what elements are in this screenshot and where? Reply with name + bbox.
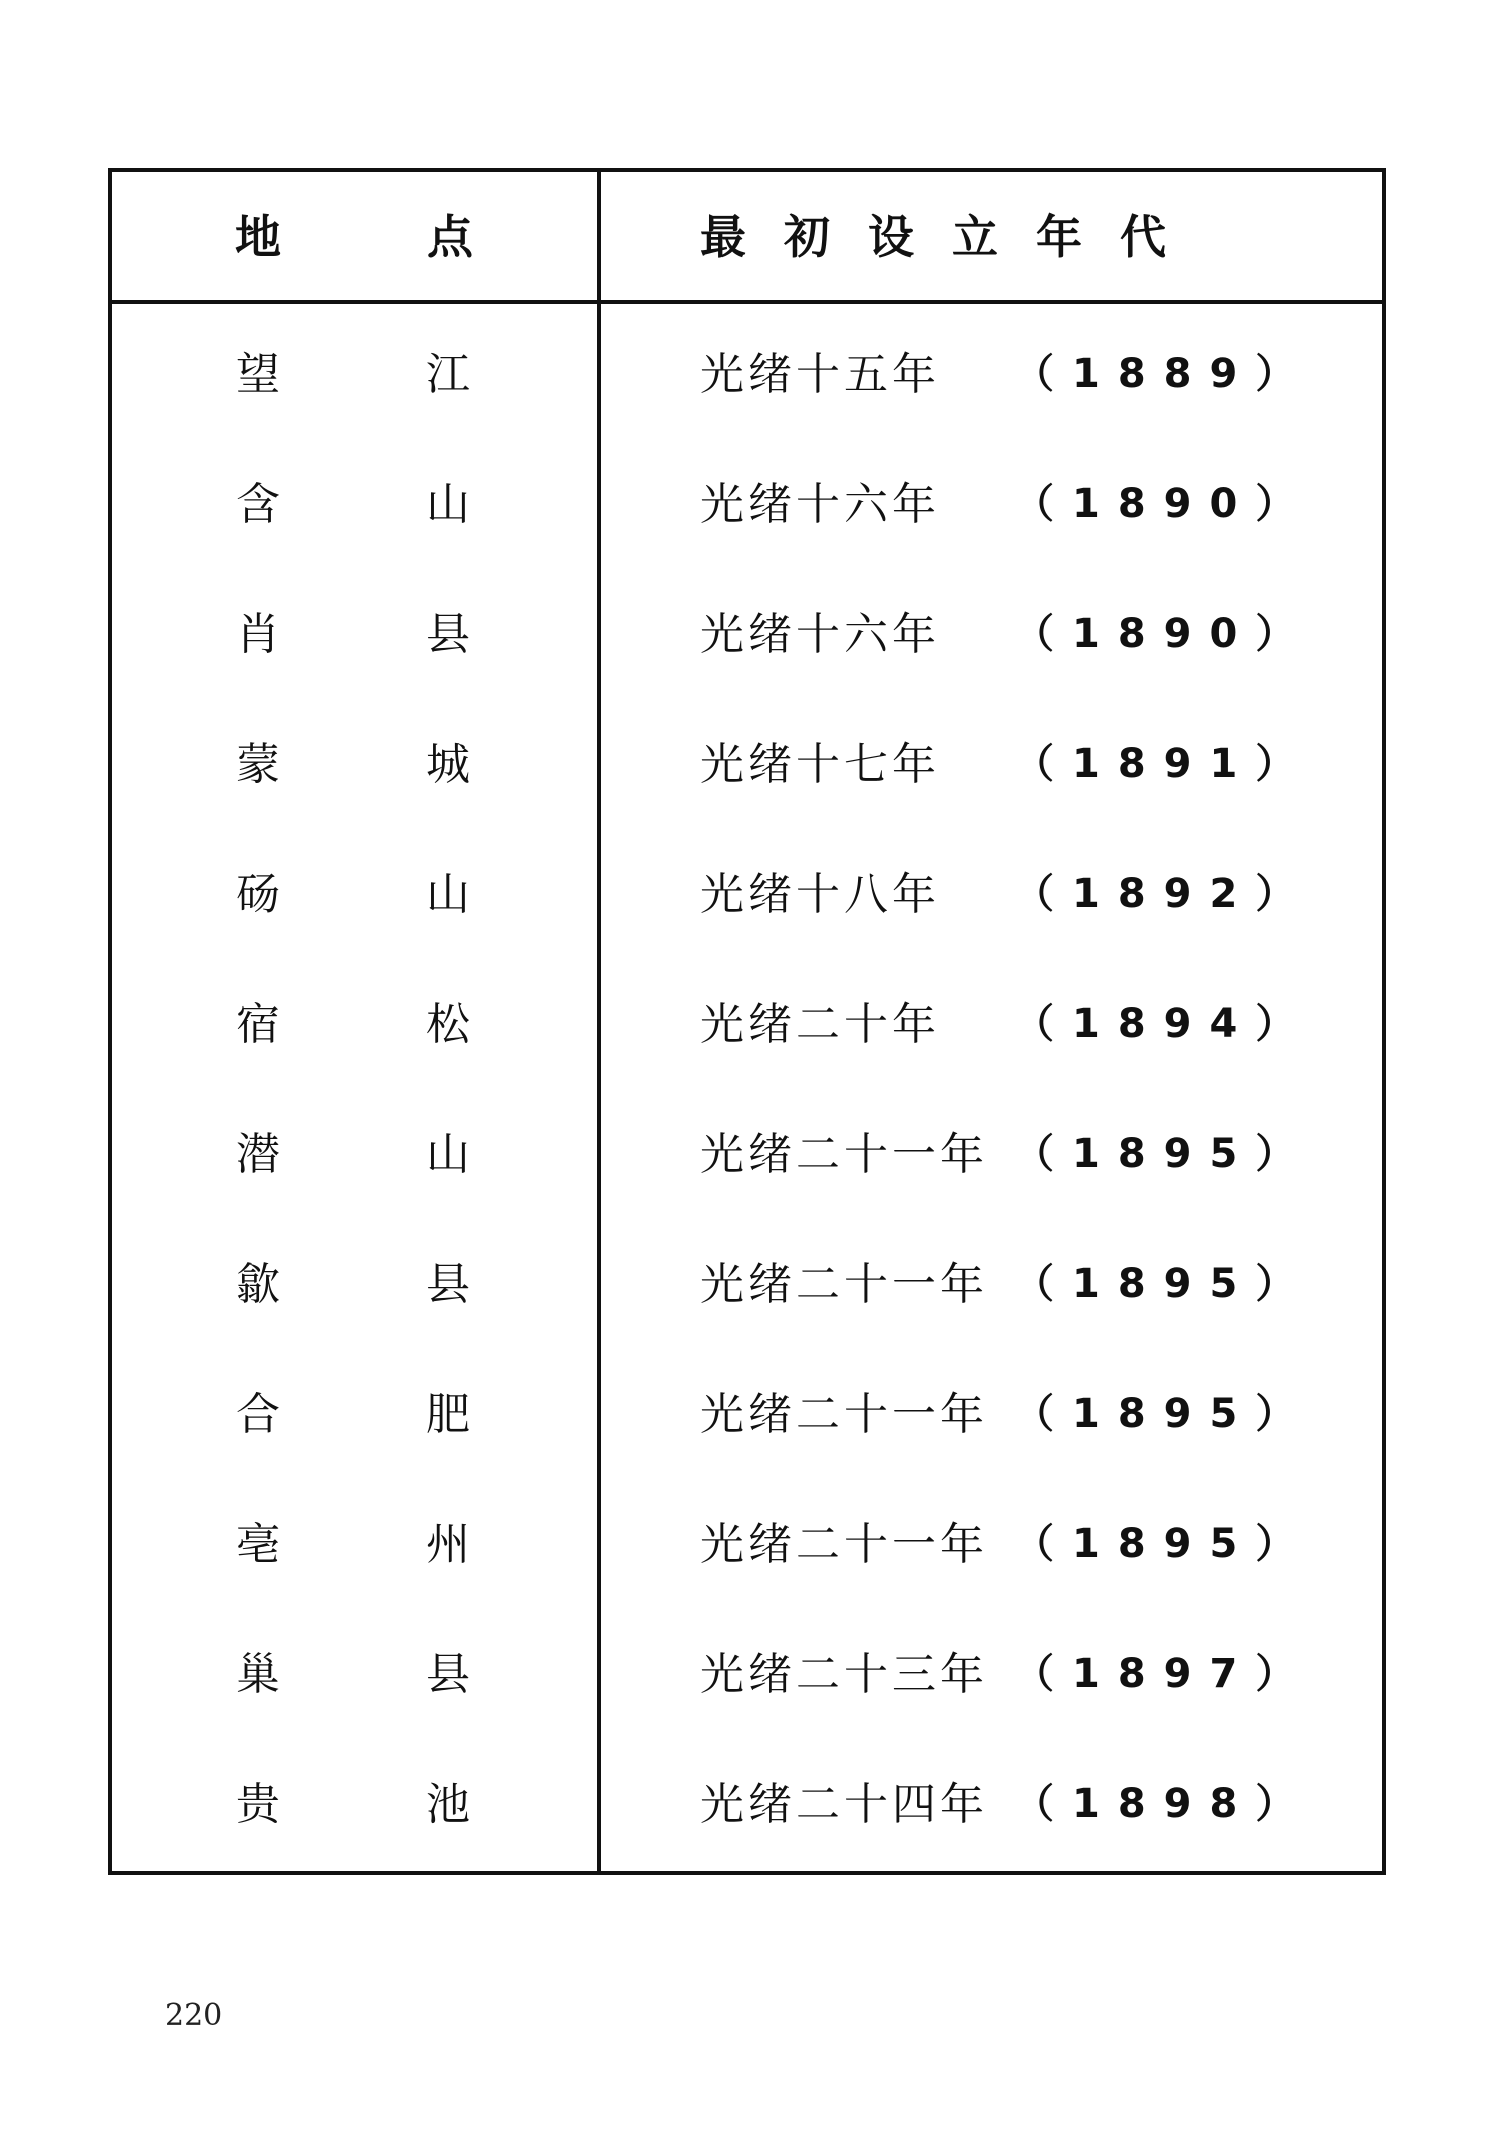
header-location-char-1: 地 bbox=[235, 210, 281, 264]
table-row bbox=[108, 1734, 1386, 1866]
location-char-2: 松 bbox=[426, 999, 470, 1050]
era-name: 光绪二十年 bbox=[700, 999, 940, 1050]
era-name: 光绪二十一年 bbox=[700, 1129, 988, 1180]
location-char-1: 贵 bbox=[236, 1779, 280, 1830]
table-row bbox=[108, 1344, 1386, 1476]
table-row bbox=[108, 1214, 1386, 1346]
table-row bbox=[108, 824, 1386, 956]
table-row bbox=[108, 564, 1386, 696]
era-name: 光绪十八年 bbox=[700, 869, 940, 920]
page-number: 220 bbox=[165, 1998, 223, 2033]
location-char-2: 肥 bbox=[426, 1389, 470, 1440]
year-value: （1898） bbox=[1014, 1780, 1314, 1827]
era-name: 光绪二十一年 bbox=[700, 1389, 988, 1440]
location-char-1: 肖 bbox=[236, 609, 280, 660]
year-value: （1890） bbox=[1014, 610, 1314, 657]
table-row bbox=[108, 1084, 1386, 1216]
year-value: （1890） bbox=[1014, 480, 1314, 527]
era-name: 光绪十五年 bbox=[700, 349, 940, 400]
header-established-year: 最初设立年代 bbox=[700, 210, 1204, 264]
location-char-2: 县 bbox=[426, 1259, 470, 1310]
year-value: （1889） bbox=[1014, 350, 1314, 397]
location-char-2: 县 bbox=[426, 1649, 470, 1700]
location-char-1: 宿 bbox=[236, 999, 280, 1050]
location-char-2: 州 bbox=[426, 1519, 470, 1570]
era-name: 光绪二十四年 bbox=[700, 1779, 988, 1830]
location-char-1: 合 bbox=[236, 1389, 280, 1440]
era-name: 光绪二十三年 bbox=[700, 1649, 988, 1700]
table-row bbox=[108, 954, 1386, 1086]
year-value: （1895） bbox=[1014, 1260, 1314, 1307]
location-char-2: 山 bbox=[426, 1129, 470, 1180]
year-value: （1895） bbox=[1014, 1390, 1314, 1437]
table-row bbox=[108, 1474, 1386, 1606]
location-char-2: 县 bbox=[426, 609, 470, 660]
location-char-2: 江 bbox=[426, 349, 470, 400]
era-name: 光绪二十一年 bbox=[700, 1519, 988, 1570]
location-char-2: 山 bbox=[426, 479, 470, 530]
year-value: （1891） bbox=[1014, 740, 1314, 787]
header-location-char-2: 点 bbox=[427, 210, 473, 264]
table-row bbox=[108, 434, 1386, 566]
location-char-1: 蒙 bbox=[236, 739, 280, 790]
era-name: 光绪十六年 bbox=[700, 609, 940, 660]
table-row bbox=[108, 694, 1386, 826]
location-char-1: 潜 bbox=[236, 1129, 280, 1180]
location-char-1: 望 bbox=[236, 349, 280, 400]
location-char-2: 城 bbox=[426, 739, 470, 790]
location-char-2: 山 bbox=[426, 869, 470, 920]
era-name: 光绪二十一年 bbox=[700, 1259, 988, 1310]
location-char-1: 含 bbox=[236, 479, 280, 530]
year-value: （1897） bbox=[1014, 1650, 1314, 1697]
location-char-2: 池 bbox=[426, 1779, 470, 1830]
era-name: 光绪十六年 bbox=[700, 479, 940, 530]
location-char-1: 巢 bbox=[236, 1649, 280, 1700]
location-char-1: 歙 bbox=[236, 1259, 280, 1310]
year-value: （1892） bbox=[1014, 870, 1314, 917]
location-char-1: 亳 bbox=[236, 1519, 280, 1570]
table-row bbox=[108, 304, 1386, 436]
table-row bbox=[108, 1604, 1386, 1736]
year-value: （1895） bbox=[1014, 1130, 1314, 1177]
year-value: （1895） bbox=[1014, 1520, 1314, 1567]
year-value: （1894） bbox=[1014, 1000, 1314, 1047]
era-name: 光绪十七年 bbox=[700, 739, 940, 790]
location-char-1: 砀 bbox=[236, 869, 280, 920]
